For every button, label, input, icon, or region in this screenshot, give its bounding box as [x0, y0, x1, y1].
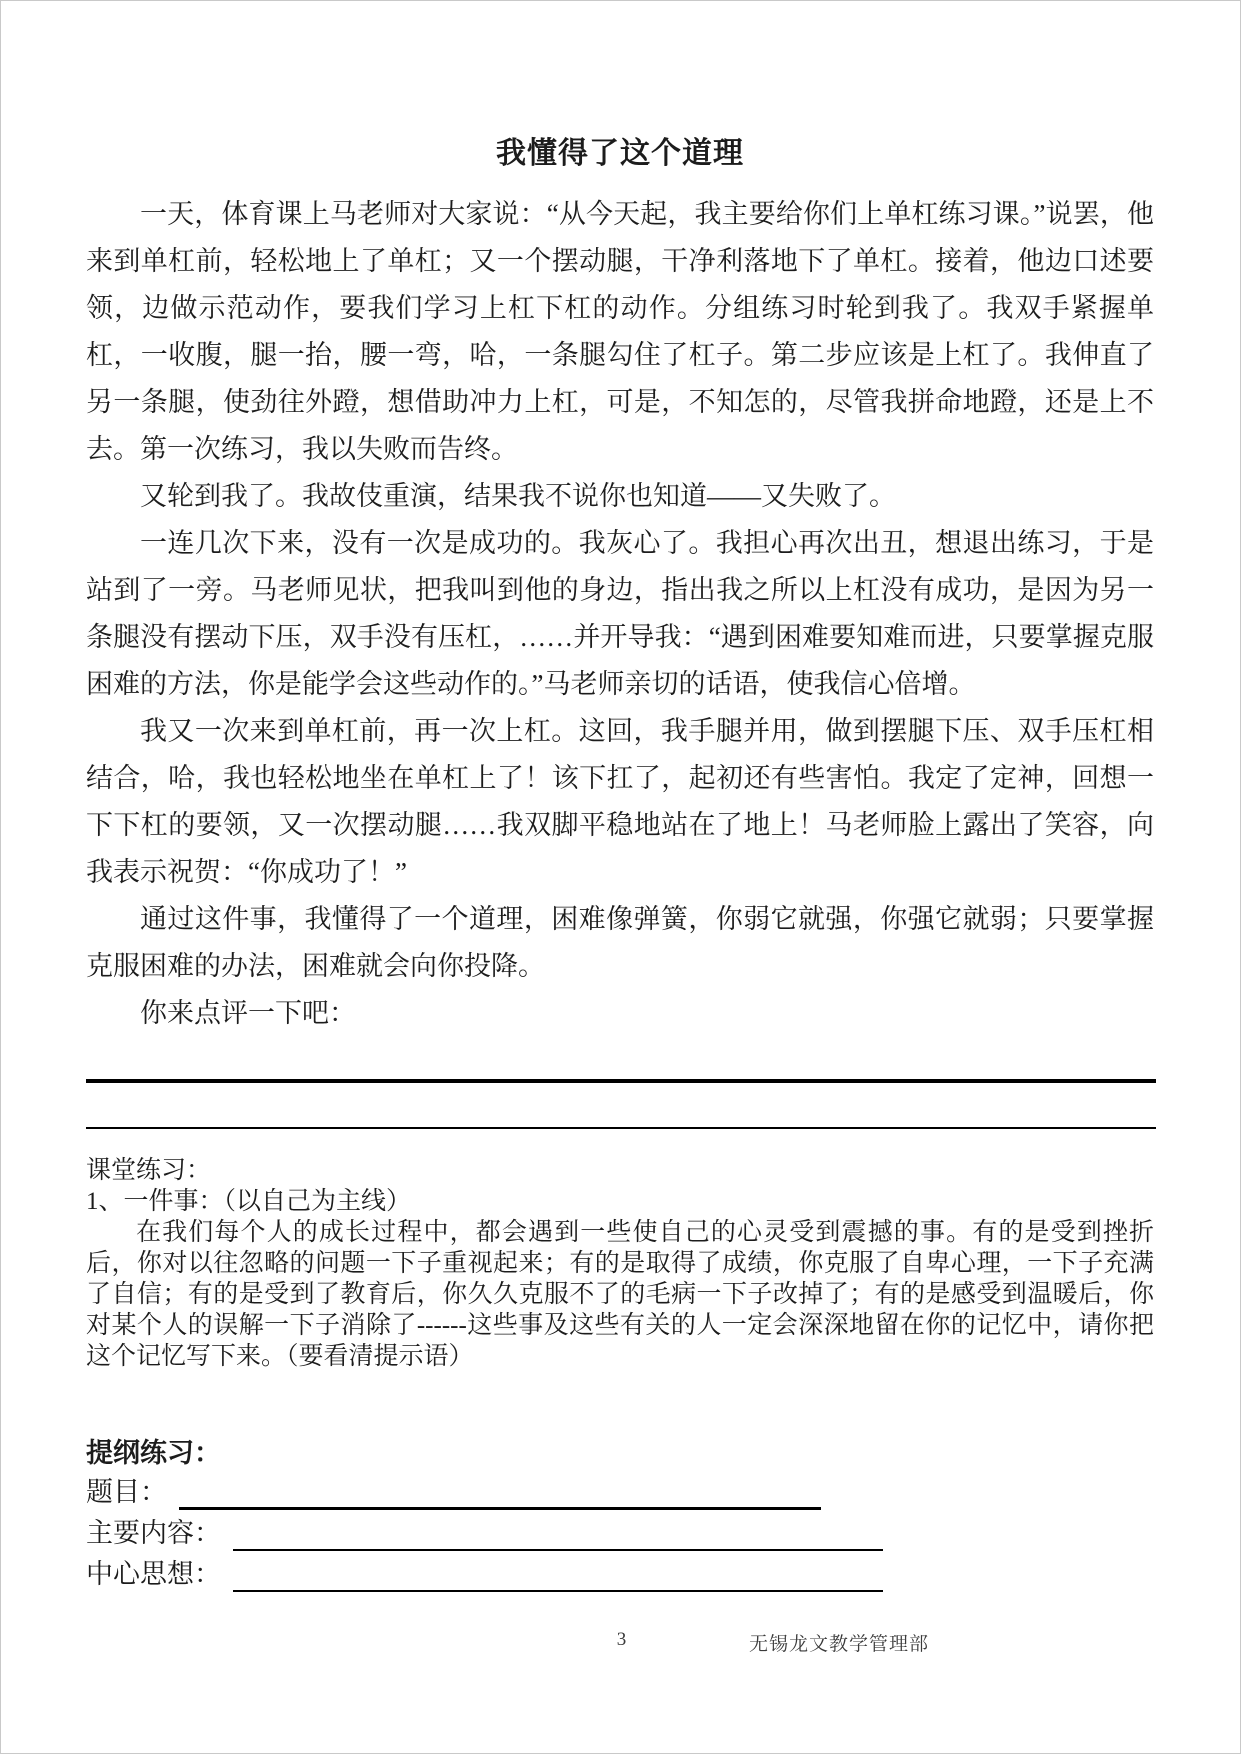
- outline-section: [86, 1438, 1154, 1592]
- outline-field-central-idea: [86, 1551, 1154, 1592]
- divider-line-thick: [86, 1079, 1156, 1083]
- document-title: 我懂得了这个道理: [496, 137, 744, 170]
- answer-blank-line-central-idea[interactable]: [233, 1560, 883, 1592]
- field-label-title: 题目：: [86, 1477, 167, 1507]
- field-label-central-idea: 中心思想：: [86, 1559, 221, 1589]
- answer-blank-line-main-content[interactable]: [233, 1519, 883, 1551]
- divider-line-thin: [86, 1127, 1156, 1129]
- article-paragraph-4: 我又一次来到单杠前，再一次上杠。这回，我手腿并用，做到摆腿下压、双手压杠相结合，哈，我也轻松地坐在单杠上了！该下扛了，起初还有些害怕。我定了定神，回想一下下杠的要领，又一次摆动腿……我双脚平稳地站在了地上！马老师脸上露出了笑容，向我表示祝贺：“你成功了！”: [86, 716, 1154, 887]
- article-paragraph-3: 一连几次下来，没有一次是成功的。我灰心了。我担心再次出丑，想退出练习，于是站到了一旁。马老师见状，把我叫到他的身边，指出我之所以上杠没有成功，是因为另一条腿没有摆动下压，双手没有压杠，……并开导我：“遇到困难要知难而进，只要掌握克服困难的方法，你是能学会这些动作的。”马老师亲切的话语，使我信心倍增。: [86, 528, 1154, 699]
- footer-department-name: 无锡龙文教学管理部: [749, 1634, 930, 1655]
- comment-prompt: 你来点评一下吧：: [140, 998, 356, 1028]
- page-number: 3: [616, 1629, 627, 1650]
- classwork-section: [86, 1155, 1154, 1372]
- outline-heading: 提纲练习：: [86, 1438, 221, 1468]
- answer-blank-line-title[interactable]: [179, 1477, 821, 1510]
- classwork-body: 在我们每个人的成长过程中，都会遇到一些使自己的心灵受到震撼的事。有的是受到挫折后，你对以往忽略的问题一下子重视起来；有的是取得了成绩，你克服了自卑心理，一下子充满了自信；有的是受到了教育后，你久久克服不了的毛病一下子改掉了；有的是感受到温暖后，你对某个人的误解一下子消除了------这些事及这些有关的人一定会深深地留在你的记忆中，请你把这个记忆写下来。（要看清提示语）: [86, 1219, 1154, 1370]
- article-body: [86, 191, 1154, 1037]
- page-footer: [1, 1629, 1241, 1655]
- outline-field-title: [86, 1469, 1154, 1510]
- classwork-item: 1、一件事：（以自己为主线）: [86, 1188, 412, 1215]
- outline-field-main-content: [86, 1510, 1154, 1551]
- article-paragraph-2: 又轮到我了。我故伎重演，结果我不说你也知道——又失败了。: [140, 481, 896, 511]
- article-paragraph-1: 一天，体育课上马老师对大家说：“从今天起，我主要给你们上单杠练习课。”说罢，他来到单杠前，轻松地上了单杠；又一个摆动腿，干净利落地下了单杠。接着，他边口述要领，边做示范动作，要我们学习上杠下杠的动作。分组练习时轮到我了。我双手紧握单杠，一收腹，腿一抬，腰一弯，哈，一条腿勾住了杠子。第二步应该是上杠了。我伸直了另一条腿，使劲往外蹬，想借助冲力上杠，可是，不知怎的，尽管我拼命地蹬，还是上不去。第一次练习，我以失败而告终。: [86, 199, 1154, 464]
- field-label-main-content: 主要内容：: [86, 1518, 221, 1548]
- article-paragraph-5: 通过这件事，我懂得了一个道理，困难像弹簧，你弱它就强，你强它就弱；只要掌握克服困难的办法，困难就会向你投降。: [86, 904, 1154, 981]
- classwork-heading: 课堂练习：: [86, 1157, 212, 1184]
